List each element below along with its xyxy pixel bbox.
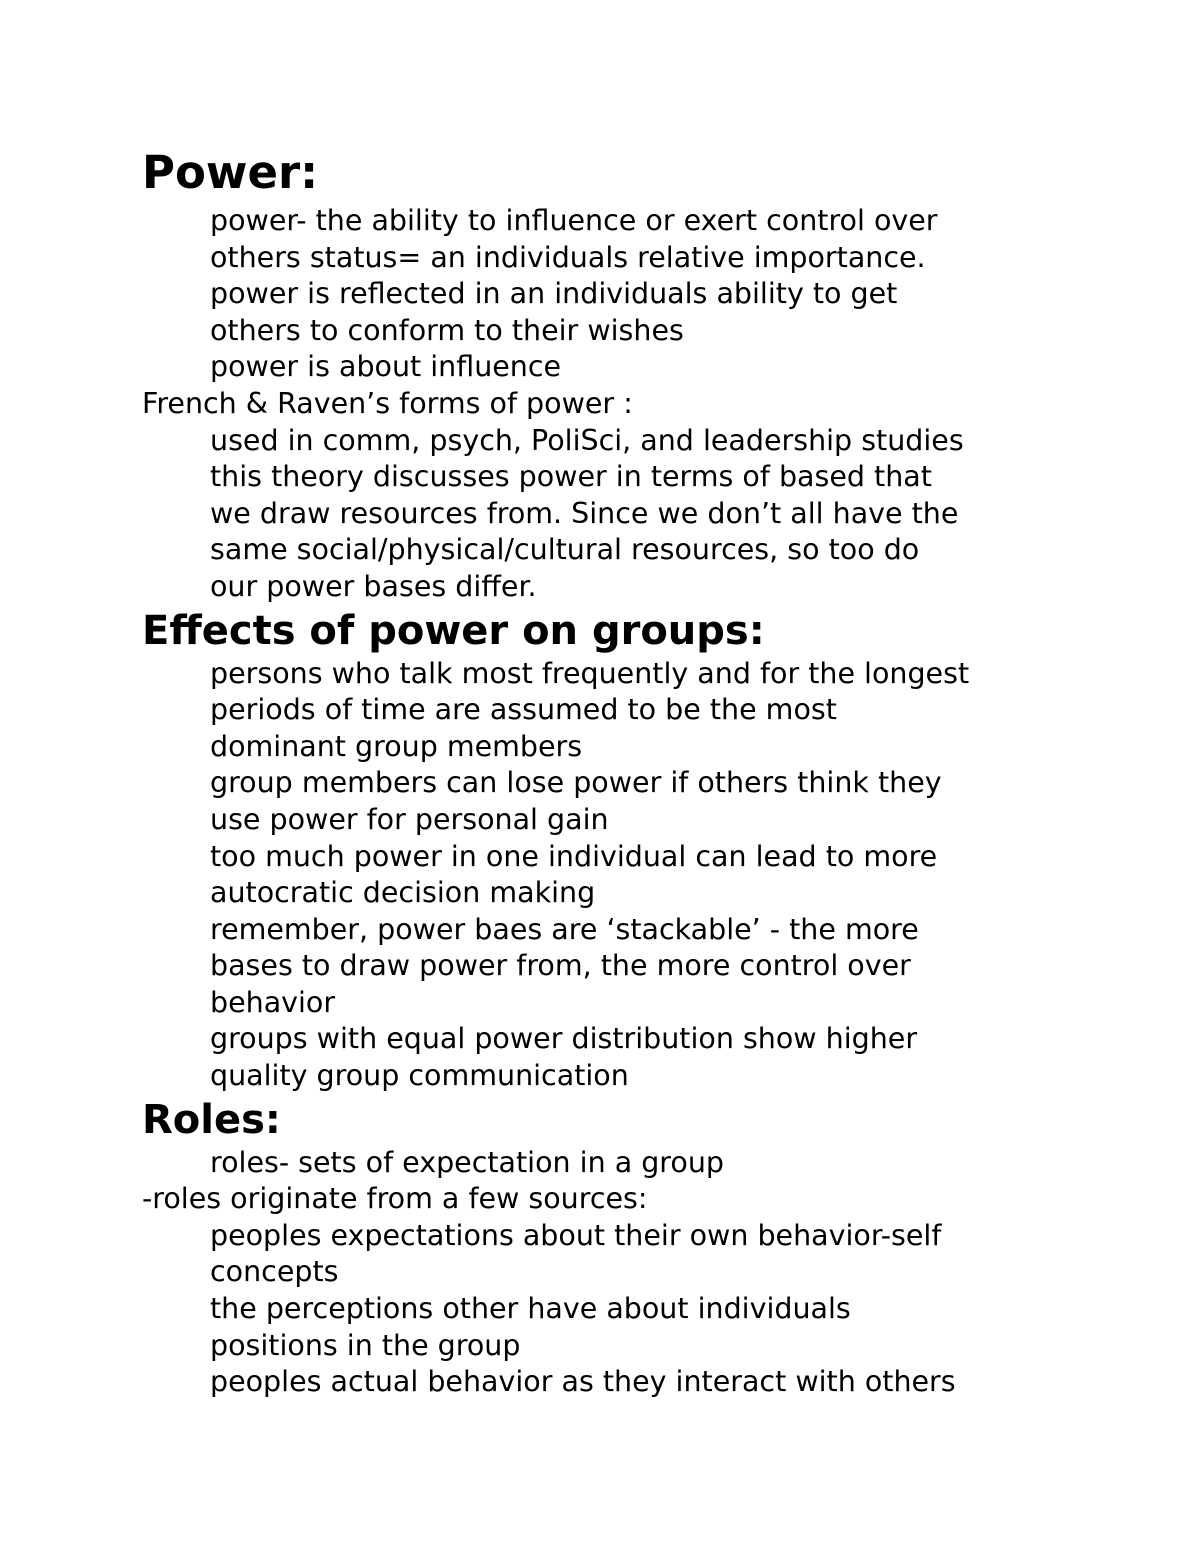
subheading-line: -roles originate from a few sources: — [142, 1182, 648, 1216]
text-line: remember, power baes are ‘stackable’ - the more — [210, 912, 919, 946]
section-heading: Roles: — [142, 1096, 281, 1143]
text-line: others status= an individuals relative importance. — [210, 240, 926, 274]
text-line: power is about influence — [210, 350, 562, 384]
text-line: the perceptions other have about individuals — [210, 1292, 851, 1326]
text-line: groups with equal power distribution show higher — [210, 1022, 918, 1056]
text-line: autocratic decision making — [210, 876, 596, 910]
text-line: power is reflected in an individuals ability to get — [210, 277, 898, 311]
text-line: bases to draw power from, the more control over — [210, 949, 911, 983]
text-line: power- the ability to influence or exert control over — [210, 204, 938, 237]
text-line: positions in the group — [210, 1328, 521, 1362]
section-effects-of-power — [142, 606, 1102, 1095]
text-line: use power for personal gain — [210, 802, 609, 836]
section-power — [142, 143, 1102, 606]
text-line: behavior — [210, 985, 336, 1019]
text-line: used in comm, psych, PoliSci, and leadership studies — [210, 423, 964, 457]
text-line: same social/physical/cultural resources, so too do — [210, 533, 920, 567]
subheading-line: French & Raven’s forms of power : — [142, 386, 633, 420]
text-line: this theory discusses power in terms of based that — [210, 460, 932, 494]
section-roles — [142, 1095, 1102, 1401]
text-line: concepts — [210, 1255, 339, 1289]
text-line: we draw resources from. Since we don’t all have the — [210, 496, 959, 530]
text-line: persons who talk most frequently and for the longest — [210, 656, 970, 690]
text-line: too much power in one individual can lead to more — [210, 839, 938, 873]
text-line: dominant group members — [210, 729, 583, 763]
text-line: peoples expectations about their own behavior-self — [210, 1218, 942, 1252]
text-line: quality group communication — [210, 1059, 629, 1093]
text-line: our power bases differ. — [210, 569, 537, 603]
text-line: peoples actual behavior as they interact with others — [210, 1365, 956, 1399]
text-line: roles- sets of expectation in a group — [210, 1145, 724, 1179]
section-heading: Power: — [142, 146, 319, 199]
text-line: others to conform to their wishes — [210, 313, 684, 347]
text-line: periods of time are assumed to be the most — [210, 693, 837, 727]
document-page — [142, 143, 1102, 1401]
text-line: group members can lose power if others think they — [210, 766, 942, 800]
section-heading: Effects of power on groups: — [142, 607, 765, 654]
